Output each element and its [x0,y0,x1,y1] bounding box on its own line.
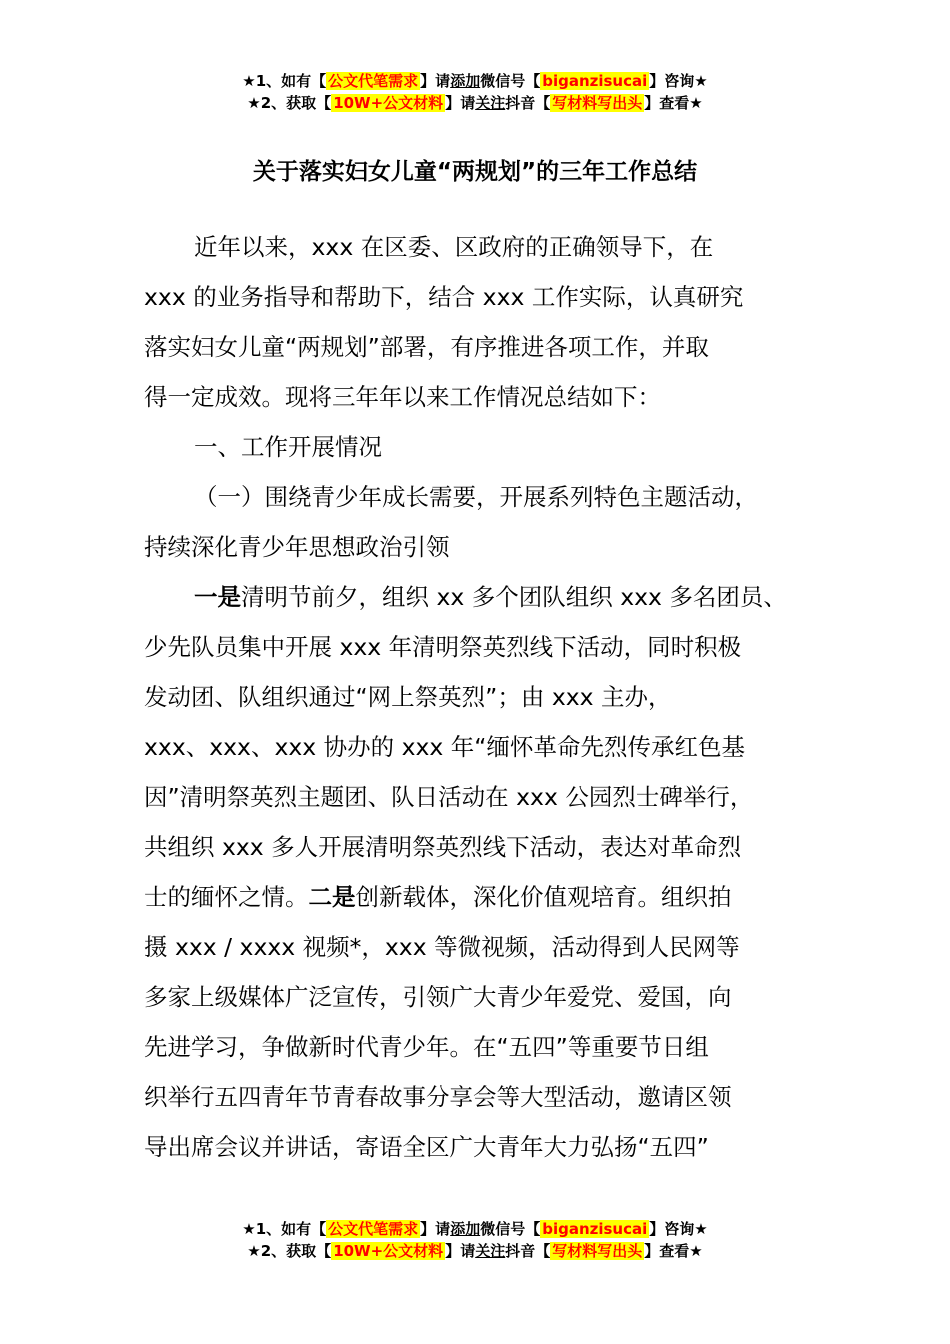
banner-underline: 关注 [475,1242,506,1260]
body-line [144,572,814,622]
banner-text: ★1、如有【 [242,72,327,90]
banner-text: 】请 [445,1242,476,1260]
banner-line-2 [0,92,950,114]
banner-line-1 [0,1218,950,1240]
banner-line-2 [0,1240,950,1262]
banner-douyin-id: 写材料写出头 [552,94,643,112]
banner-wechat-id: biganzisucai [542,72,648,90]
banner-text: 】请 [445,94,476,112]
banner-text: 】查看★ [644,94,703,112]
subsection-heading-cont: 持续深化青少年思想政治引领 [144,533,450,561]
banner-text: 】请 [420,1220,451,1238]
banner-highlight: 公文代笔需求 [328,1220,419,1238]
body-line: 先进学习，争做新时代青少年。在“五四”等重要节日组 [144,1033,709,1061]
body-line: xxx 的业务指导和帮助下，结合 xxx 工作实际，认真研究 [144,283,744,311]
banner-underline: 添加 [450,72,481,90]
body-line: 因”清明祭英烈主题团、队日活动在 xxx 公园烈士碑举行， [144,783,754,811]
banner-text: 】请 [420,72,451,90]
banner-highlight: 10W+公文材料 [333,94,444,112]
body-line: xxx、xxx、xxx 协办的 xxx 年“缅怀革命先烈传承红色基 [144,733,745,761]
body-line: 织举行五四青年节青春故事分享会等大型活动，邀请区领 [144,1083,732,1111]
document-title: 关于落实妇女儿童“两规划”的三年工作总结 [252,159,698,185]
bold-lead: 二是 [308,883,356,911]
body-line: 发动团、队组织通过“网上祭英烈”；由 xxx 主办， [144,683,672,711]
body-line: 共组织 xxx 多人开展清明祭英烈线下活动，表达对革命烈 [144,833,742,861]
banner-text: 微信号【 [480,1220,541,1238]
bold-lead: 一是 [194,583,241,611]
banner-text: 】咨询★ [649,1220,708,1238]
banner-highlight: 公文代笔需求 [328,72,419,90]
banner-douyin-id: 写材料写出头 [552,1242,643,1260]
banner-text: ★2、获取【 [247,94,332,112]
document-body [144,222,814,1172]
banner-text: 】咨询★ [649,72,708,90]
body-line [144,872,814,922]
body-text: 创新载体，深化价值观培育。组织拍 [355,883,732,911]
body-line: 摄 xxx / xxxx 视频*，xxx 等微视频，活动得到人民网等 [144,933,740,961]
body-text: 清明节前夕，组织 xx 多个团队组织 xxx 多名团员、 [241,583,787,611]
banner-text: 微信号【 [480,72,541,90]
banner-line-1 [0,70,950,92]
body-text: 士的缅怀之情。 [144,883,309,911]
banner-wechat-id: biganzisucai [542,1220,648,1238]
header-banner [0,70,950,114]
banner-text: ★2、获取【 [247,1242,332,1260]
banner-underline: 关注 [475,94,506,112]
section-heading: 一、工作开展情况 [194,433,382,461]
banner-text: 抖音【 [505,94,551,112]
footer-banner [0,1218,950,1262]
body-line: 落实妇女儿童“两规划”部署，有序推进各项工作，并取 [144,333,709,361]
body-line: 近年以来，xxx 在区委、区政府的正确领导下，在 [194,233,714,261]
body-line: 得一定成效。现将三年年以来工作情况总结如下： [144,383,661,411]
banner-text: 】查看★ [644,1242,703,1260]
subsection-heading: （一）围绕青少年成长需要，开展系列特色主题活动， [194,483,758,511]
banner-highlight: 10W+公文材料 [333,1242,444,1260]
body-line: 导出席会议并讲话，寄语全区广大青年大力弘扬“五四” [144,1133,709,1161]
body-line: 多家上级媒体广泛宣传，引领广大青少年爱党、爱国，向 [144,983,732,1011]
banner-underline: 添加 [450,1220,481,1238]
body-line: 少先队员集中开展 xxx 年清明祭英烈线下活动，同时积极 [144,633,742,661]
banner-text: ★1、如有【 [242,1220,327,1238]
banner-text: 抖音【 [505,1242,551,1260]
